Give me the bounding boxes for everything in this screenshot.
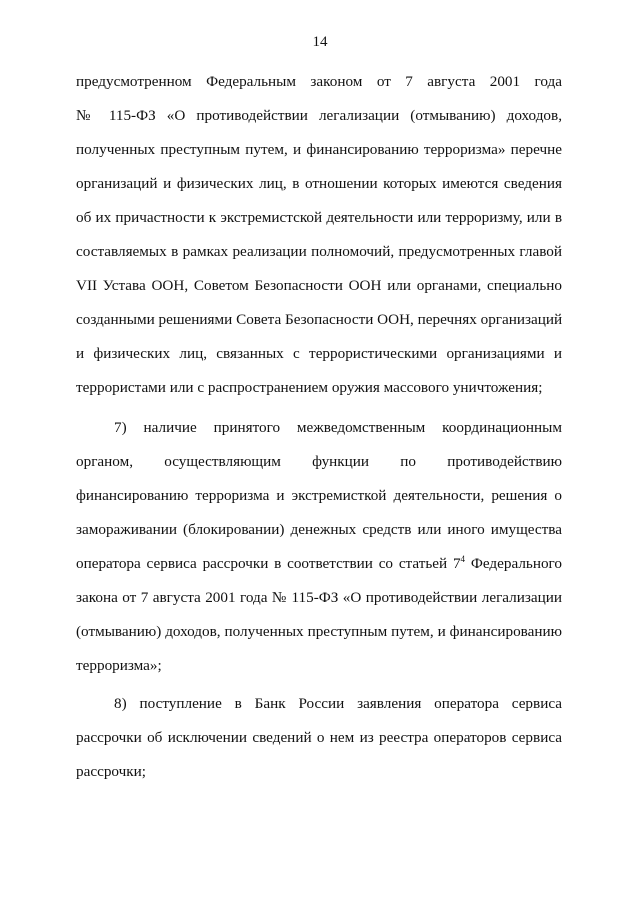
superscript: 4 [460,554,466,564]
text-line: и физических лиц, связанных с террористическими организациями и [76,345,562,362]
text-line: рассрочки об исключении сведений о нем из реестра операторов сервиса [76,729,562,746]
text-line: 7) наличие принятого межведомственным координационным [114,419,562,436]
text-line: финансированию терроризма и экстремисткой деятельности, решения о [76,487,562,504]
text-line: террористами или с распространением оружия массового уничтожения; [76,379,543,396]
text-line: созданными решениями Совета Безопасности ООН, перечнях организаций [76,311,563,328]
text-line [76,554,562,574]
text-line: терроризма»; [76,657,162,674]
text-line: 8) поступление в Банк России заявления оператора сервиса [114,695,562,712]
text-line: VII Устава ООН, Советом Безопасности ООН или органами, специально [76,277,562,294]
text-line: замораживании (блокировании) денежных средств или иного имущества [76,521,562,538]
text-line: организаций и физических лиц, в отношении которых имеются сведения [76,175,562,192]
text-segment: Федерального [470,555,562,572]
text-line: предусмотренном Федеральным законом от 7 августа 2001 года [76,73,562,90]
text-line: № 115-ФЗ «О противодействии легализации (отмыванию) доходов, [76,107,562,124]
page-number: 14 [312,34,328,50]
text-line: полученных преступным путем, и финансированию терроризма» перечне [76,141,562,158]
text-segment: оператора сервиса рассрочки в соответствии со статьей 7 [76,555,461,572]
text-line: составляемых в рамках реализации полномочий, предусмотренных главой [76,243,562,260]
text-line: закона от 7 августа 2001 года № 115-ФЗ «О противодействии легализации [76,589,562,606]
text-line: об их причастности к экстремистской деятельности или терроризму, или в [76,209,562,226]
text-line: органом, осуществляющим функции по противодействию [76,453,562,470]
text-line: рассрочки; [76,763,146,780]
text-line: (отмыванию) доходов, полученных преступным путем, и финансированию [76,623,562,640]
